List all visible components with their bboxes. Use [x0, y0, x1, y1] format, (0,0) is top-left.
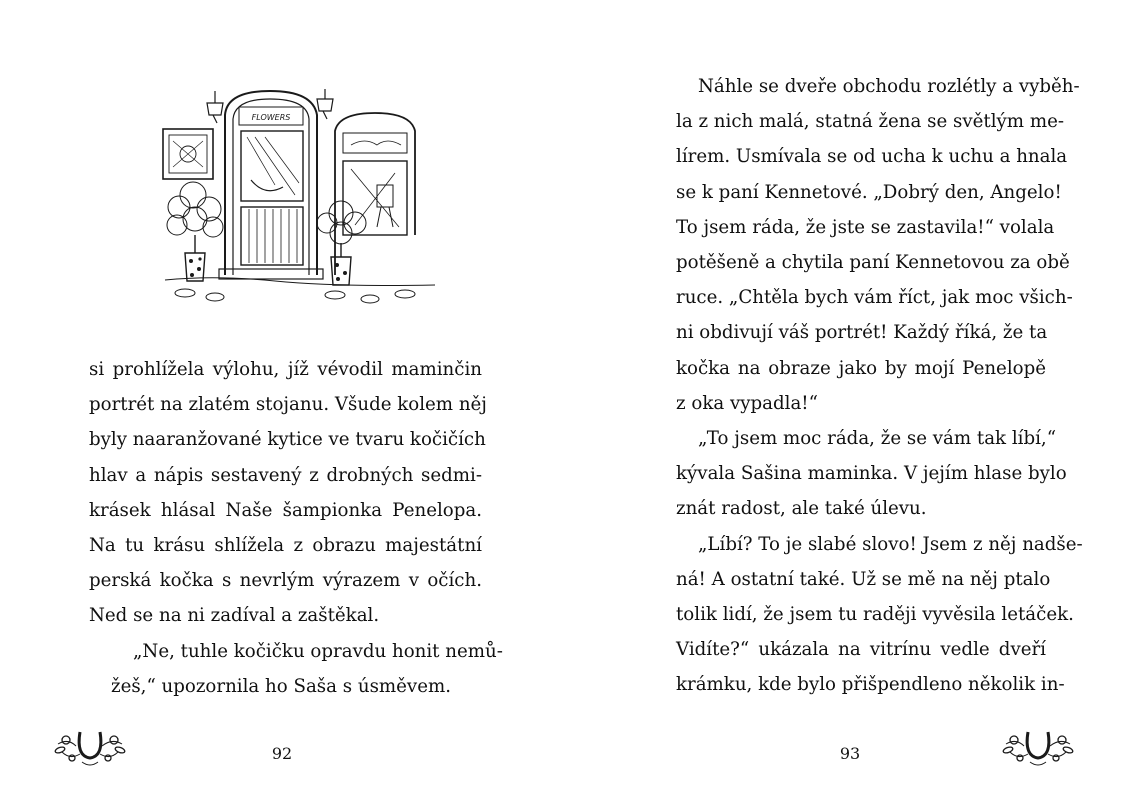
text-line: kočka na obraze jako by mojí Penelopě [676, 357, 1046, 379]
text-line: hlav a nápis sestavený z drobných sedmi- [89, 464, 482, 486]
illustration-sign-text: FLOWERS [251, 113, 291, 122]
horseshoe-flower-ornament-icon [1000, 718, 1076, 774]
text-line: ruce. „Chtěla bych vám říct, jak moc všich- [676, 287, 1073, 309]
text-line: la z nich malá, statná žena se světlým me- [676, 111, 1064, 133]
text-line: „To jsem moc ráda, že se vám tak líbí,“ [698, 428, 1057, 450]
text-line: „Ne, tuhle kočičku opravdu honit nemů- [133, 640, 503, 662]
text-line: „Líbí? To je slabé slovo! Jsem z něj nadše- [698, 533, 1083, 555]
text-line: perská kočka s nevrlým výrazem v očích. [89, 570, 482, 592]
text-line: si prohlížela výlohu, jíž vévodil maminčin [89, 359, 482, 380]
text-line: To jsem ráda, že jste se zastavila!“ volala [676, 216, 1055, 238]
page-number: 93 [839, 744, 861, 763]
text-line: znát radost, ale také úlevu. [676, 498, 927, 520]
horseshoe-flower-ornament-icon [52, 718, 128, 774]
text-line: Ned se na ni zadíval a zaštěkal. [89, 605, 380, 627]
text-line: Náhle se dveře obchodu rozlétly a vyběh- [698, 76, 1080, 97]
paragraph [89, 634, 503, 704]
page-number: 92 [271, 744, 293, 763]
paragraph [654, 69, 1080, 421]
text-line: se k paní Kennetové. „Dobrý den, Angelo! [676, 181, 1062, 203]
left-page-text [89, 352, 503, 704]
shop-front-illustration [155, 85, 440, 315]
text-line: z oka vypadla!“ [676, 392, 818, 414]
paragraph [89, 352, 487, 634]
text-line: krásek hlásal Naše šampionka Penelopa. [89, 499, 482, 521]
text-line: ná! A ostatní také. Už se mě na něj ptalo [676, 568, 1051, 590]
text-line: Na tu krásu shlížela z obrazu majestátní [89, 535, 482, 557]
text-line: žeš,“ upozornila ho Saša s úsměvem. [111, 675, 451, 697]
paragraph [654, 421, 1067, 527]
text-line: lírem. Usmívala se od ucha k uchu a hnala [676, 146, 1068, 168]
right-page-text [654, 69, 1083, 703]
text-line: byly naaranžované kytice ve tvaru kočičích [89, 429, 486, 451]
text-line: potěšeně a chytila paní Kennetovou za obě [676, 252, 1070, 274]
right-page [566, 0, 1132, 800]
paragraph [654, 527, 1083, 703]
text-line: ni obdivují váš portrét! Každý říká, že ta [676, 322, 1048, 344]
text-line: Vidíte?“ ukázala na vitrínu vedle dveří [676, 639, 1046, 661]
text-line: krámku, kde bylo přišpendleno několik in- [676, 674, 1065, 696]
text-line: portrét na zlatém stojanu. Všude kolem něj [89, 394, 487, 416]
text-line: tolik lidí, že jsem tu raději vyvěsila letáček. [676, 604, 1074, 626]
text-line: kývala Sašina maminka. V jejím hlase bylo [676, 463, 1067, 485]
